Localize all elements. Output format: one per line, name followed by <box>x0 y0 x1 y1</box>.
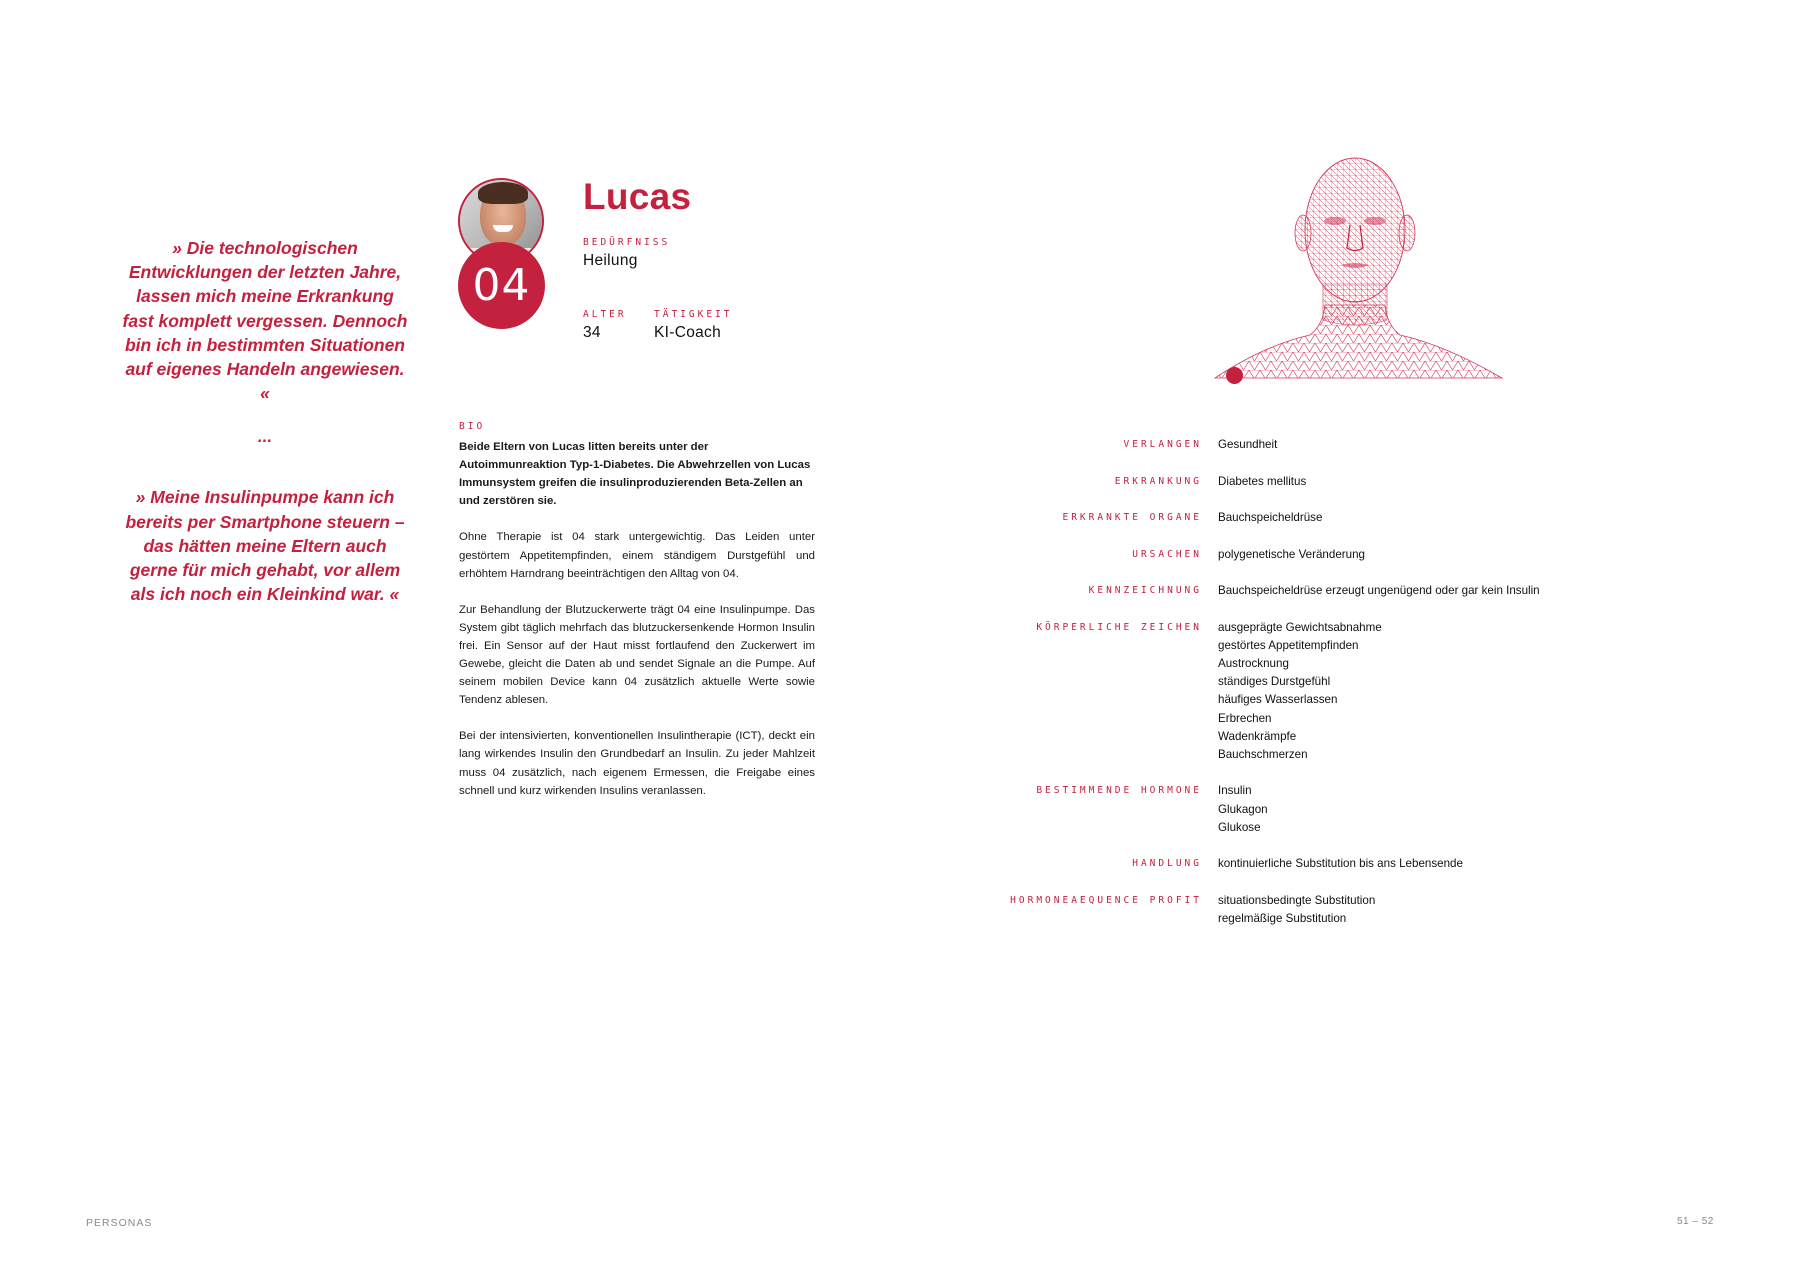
fact-label: URSACHEN <box>1132 548 1202 560</box>
bio-paragraph: Beide Eltern von Lucas litten bereits unter der Autoimmunreaktion Typ-1-Diabetes. Die Abwehrzellen von Lucas Immunsystem greifen die insulinproduzierenden Beta-Zellen an und zerstören sie. <box>459 441 811 508</box>
fact-value-line: Gesundheit <box>1218 438 1278 451</box>
need-label: BEDÜRFNISS <box>583 237 671 248</box>
fact-value-line: Austrocknung <box>1218 656 1289 670</box>
fact-value-line: häufiges Wasserlassen <box>1218 693 1338 707</box>
fact-value <box>1218 582 1540 600</box>
fact-label: KÖRPERLICHE ZEICHEN <box>1036 621 1202 633</box>
fact-value-line: Diabetes mellitus <box>1218 474 1307 488</box>
need-field <box>583 237 670 270</box>
fact-row <box>1000 782 1600 837</box>
wireframe-head-illustration <box>1205 145 1505 385</box>
facts-list <box>1000 436 1600 947</box>
fact-value-line: regelmäßige Substitution <box>1218 912 1347 926</box>
fact-value-line: Wadenkrämpfe <box>1218 729 1297 743</box>
job-label: TÄTIGKEIT <box>654 309 733 320</box>
persona-number-badge: 04 <box>458 242 545 329</box>
footer-section-label: PERSONAS <box>86 1217 153 1229</box>
age-field <box>583 309 627 342</box>
fact-value <box>1218 509 1322 527</box>
fact-value-line: Bauchspeicheldrüse erzeugt ungenügend oder gar kein Insulin <box>1218 584 1540 597</box>
age-value: 34 <box>583 324 601 341</box>
age-label: ALTER <box>583 309 627 320</box>
fact-value-line: Glukagon <box>1218 802 1268 816</box>
fact-value-line: situationsbedingte Substitution <box>1218 893 1376 907</box>
bio-paragraph: Ohne Therapie ist 04 stark untergewichtig. Das Leiden unter gestörtem Appetitempfinden, einem ständigem Durstgefühl und erhöhtem Harndrang beeinträchtigen den Alltag von 04. <box>459 531 815 580</box>
fact-value-line: ausgeprägte Gewichtsabnahme <box>1218 620 1382 634</box>
fact-row <box>1000 855 1600 873</box>
job-value: KI-Coach <box>654 324 722 341</box>
fact-label: ERKRANKTE ORGANE <box>1062 512 1202 523</box>
fact-value-line: Bauchschmerzen <box>1218 747 1308 761</box>
fact-value-line: Glukose <box>1218 820 1261 834</box>
fact-label: VERLANGEN <box>1123 439 1202 450</box>
fact-label: HANDLUNG <box>1132 858 1202 870</box>
fact-value-line: Erbrechen <box>1218 711 1272 725</box>
fact-value <box>1218 436 1277 454</box>
footer-page-numbers: 51 – 52 <box>1677 1216 1714 1227</box>
bio-paragraph: Bei der intensivierten, konventionellen Insulintherapie (ICT), deckt ein lang wirkendes Insulin den Grundbedarf an Insulin. Zu jeder Mahlzeit muss 04 zusätzlich, nach eigenem Ermessen, die Freigabe eines schnell und kurz wirkenden Insulins veranlassen. <box>459 730 815 797</box>
fact-value <box>1218 782 1268 837</box>
fact-row <box>1000 582 1600 600</box>
fact-label: BESTIMMENDE HORMONE <box>1036 785 1202 797</box>
job-field <box>654 309 732 342</box>
quote-separator: ... <box>257 427 273 447</box>
fact-label: ERKRANKUNG <box>1114 475 1202 487</box>
marker-dot <box>1226 367 1243 384</box>
fact-value <box>1218 619 1382 765</box>
quote-first: » Die technologischen Entwicklungen der letzten Jahre, lassen mich meine Erkrankung fast komplett vergessen. Dennoch bin ich in bestimmten Situationen auf eigenes Handeln angewiesen. « <box>122 238 408 404</box>
bio-paragraph: Zur Behandlung der Blutzuckerwerte trägt 04 eine Insulinpumpe. Das System gibt täglich mehrfach das blutzuckersenkende Hormon Insulin frei. Ein Sensor auf der Haut misst fortlaufend den Zuckerwert im Gewebe, gleicht die Daten ab und sendet Signale an die Pumpe. Auf seinem mobilen Device kann 04 zusätzlich aktuelle Werte sowie Tendenz ablesen. <box>459 603 815 707</box>
fact-row <box>1000 619 1600 765</box>
fact-value <box>1218 855 1463 873</box>
fact-row <box>1000 892 1600 928</box>
bio-label: BIO <box>459 421 486 432</box>
fact-value-line: Bauchspeicheldrüse <box>1218 511 1323 524</box>
fact-value-line: Insulin <box>1218 784 1252 798</box>
quote-second: » Meine Insulinpumpe kann ich bereits per Smartphone steuern – das hätten meine Eltern auch gerne für mich gehabt, vor allem als ich noch ein Kleinkind war. « <box>125 487 405 605</box>
fact-value <box>1218 892 1375 928</box>
fact-value <box>1218 546 1365 564</box>
fact-label: HORMONEAEQUENCE PROFIT <box>1010 894 1202 906</box>
fact-value-line: polygenetische Veränderung <box>1218 547 1365 561</box>
persona-name: Lucas <box>583 176 692 217</box>
fact-value <box>1218 473 1306 491</box>
fact-row <box>1000 473 1600 491</box>
fact-value-line: kontinuierliche Substitution bis ans Lebensende <box>1218 857 1463 871</box>
wireframe-head-icon <box>1205 145 1505 385</box>
avatar-hair <box>478 182 528 204</box>
fact-row <box>1000 509 1600 527</box>
fact-label: KENNZEICHNUNG <box>1088 585 1202 596</box>
fact-value-line: gestörtes Appetitempfinden <box>1218 638 1359 652</box>
fact-row <box>1000 546 1600 564</box>
fact-value-line: ständiges Durstgefühl <box>1218 675 1331 689</box>
fact-row <box>1000 436 1600 454</box>
bio-section <box>459 418 815 818</box>
quotes-column <box>120 236 410 606</box>
need-value: Heilung <box>583 252 638 269</box>
